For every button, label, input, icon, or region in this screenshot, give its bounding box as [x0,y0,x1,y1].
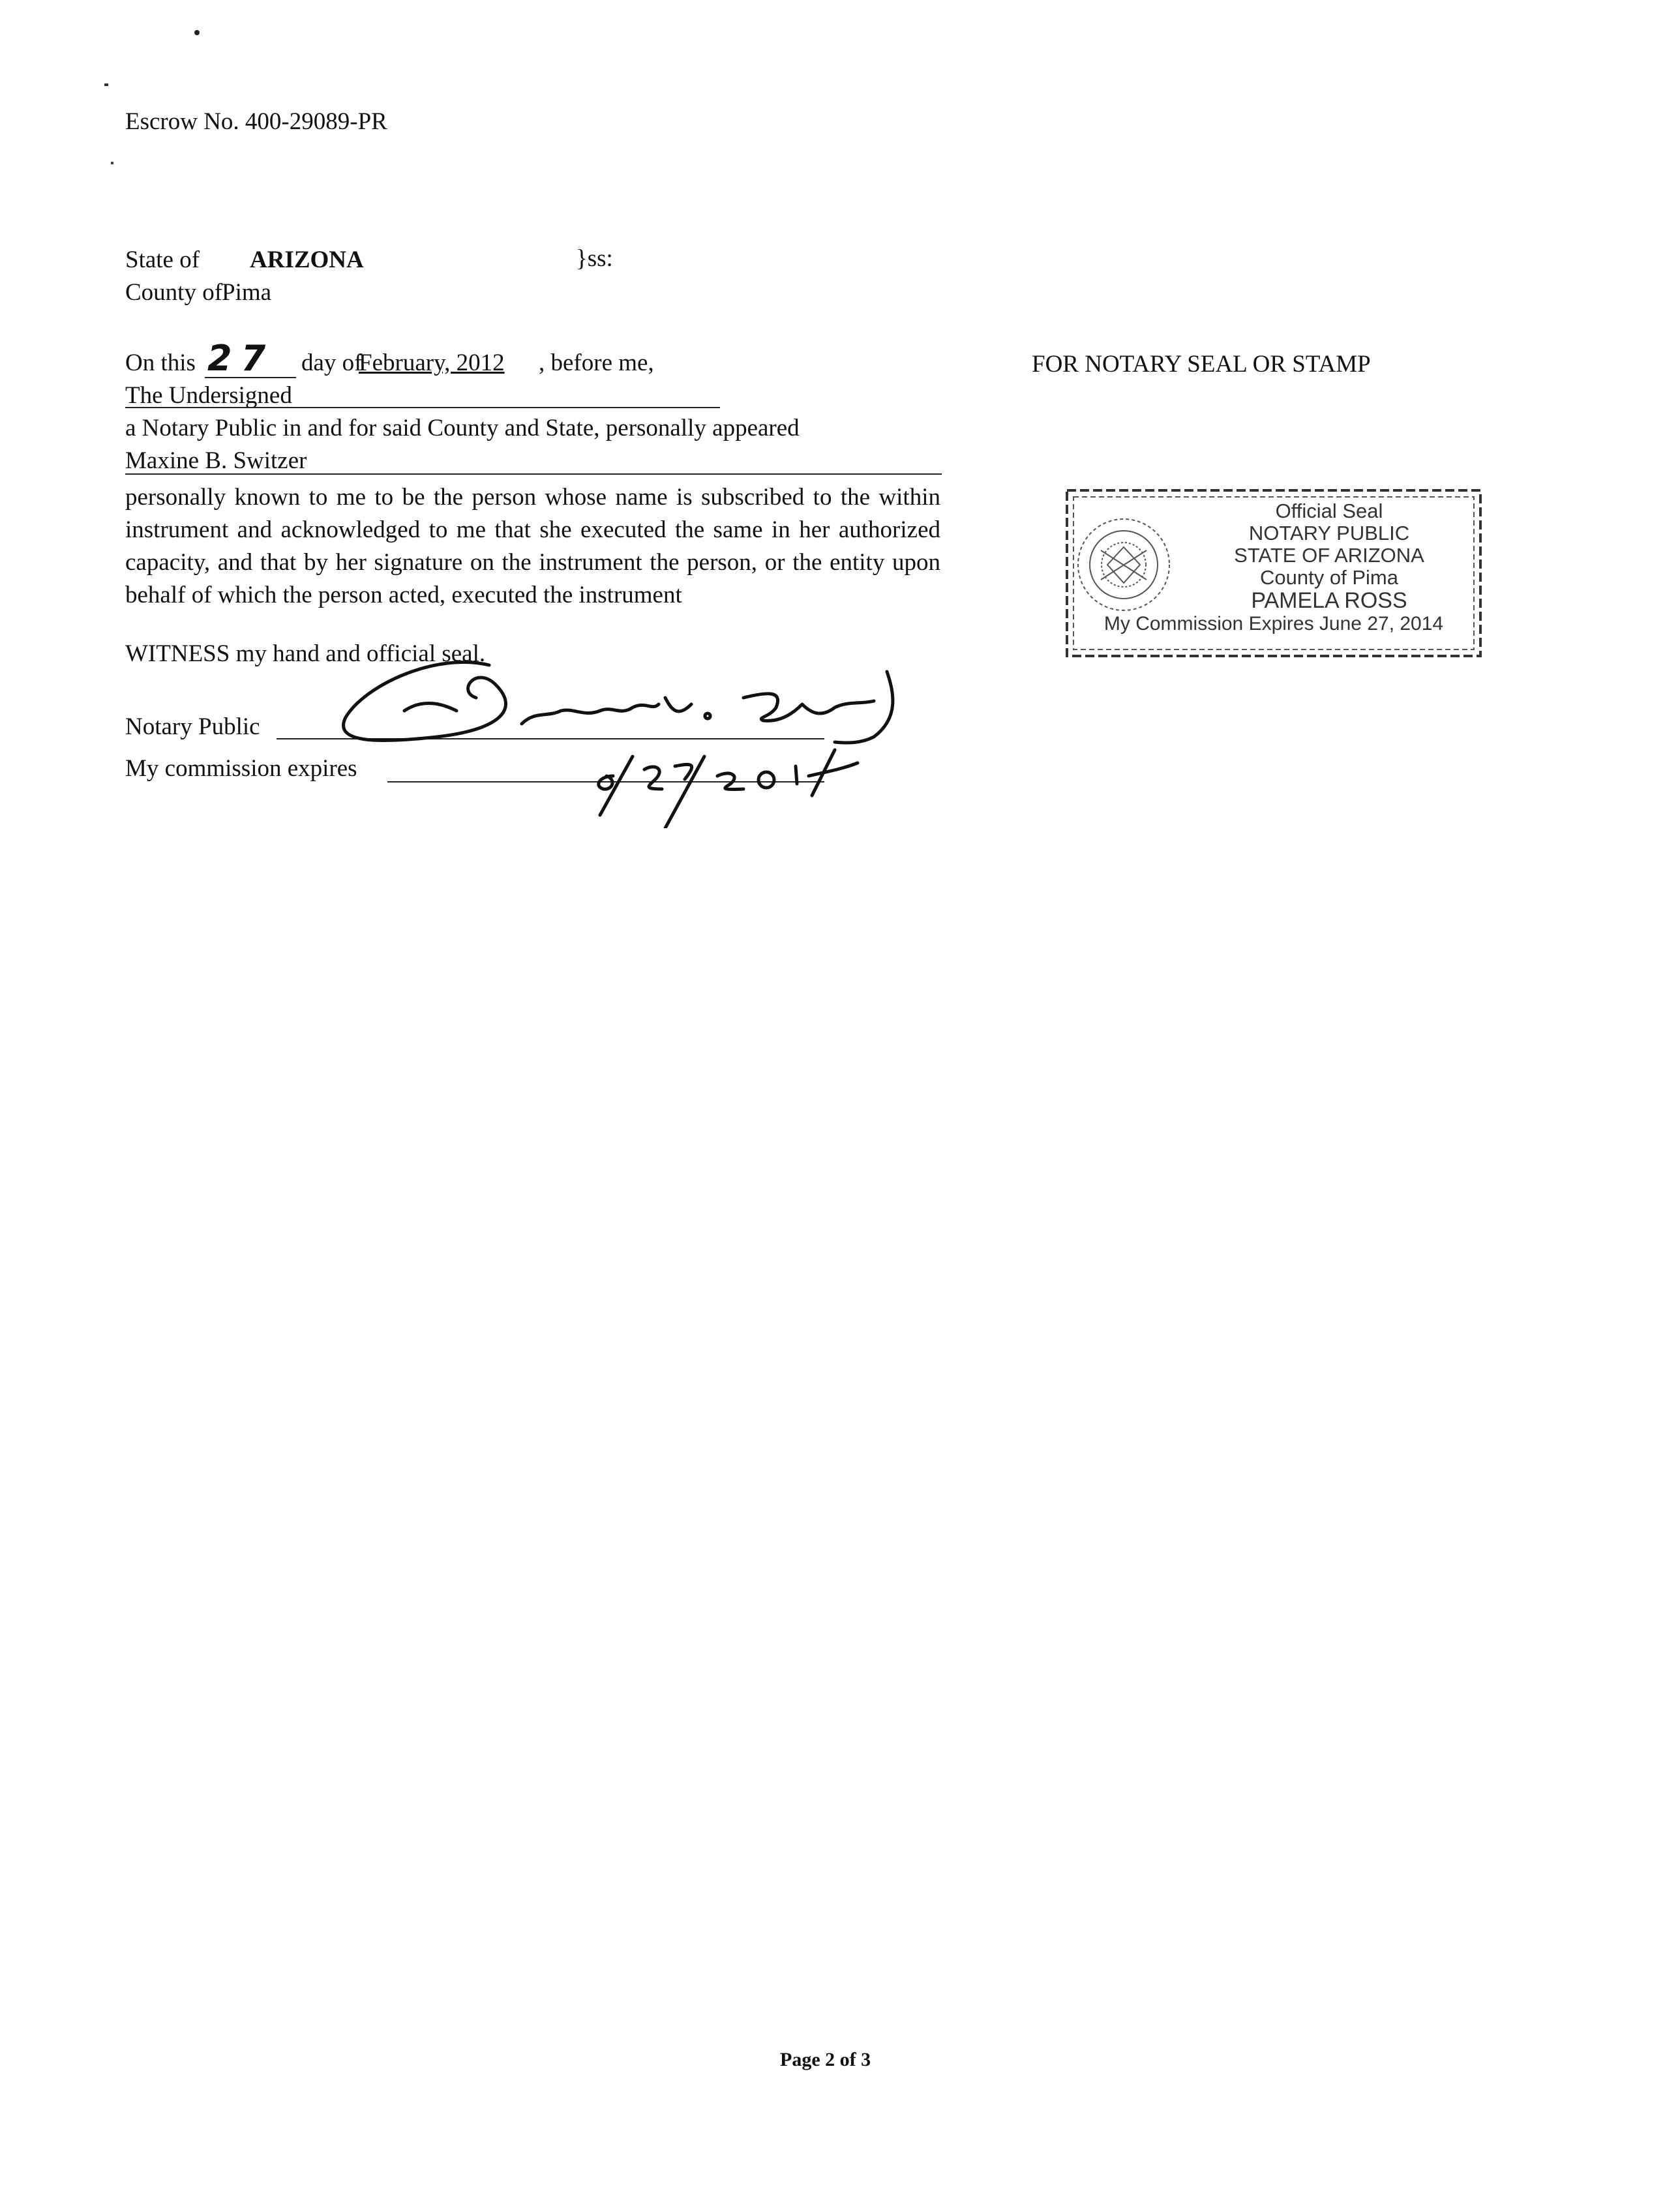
notary-statement: a Notary Public in and for said County and State, personally appeared [125,415,800,441]
acknowledgment-body: personally known to me to be the person whose name is subscribed to the within instrument and acknowledged to me that she executed the same in her authorized capacity, and that by her signature on the instrument the person, or the entity upon behalf of which the person acted, executed the instrument [125,484,940,608]
witness-statement: WITNESS my hand and official seal. [125,640,486,667]
seal-area-label: FOR NOTARY SEAL OR STAMP [1032,351,1371,378]
undersigned-line [125,407,720,408]
stamp-line-notary-public: NOTARY PUBLIC [1248,522,1410,544]
notary-public-label: Notary Public [125,713,260,740]
appeared-name: Maxine B. Switzer [125,447,307,474]
notary-stamp [1062,485,1486,661]
county-value: Pima [222,279,272,306]
stamp-line-expiration: My Commission Expires June 27, 2014 [1103,613,1444,634]
state-label: State of [125,246,200,273]
page-number: Page 2 of 3 [780,2049,871,2070]
stamp-line-official-seal: Official Seal [1275,499,1383,522]
stamp-line-notary-name: PAMELA ROSS [1251,588,1407,613]
undersigned: The Undersigned [125,382,292,409]
day-handwritten: 27 [207,338,275,379]
state-value: ARIZONA [250,246,364,273]
notary-signature [326,646,913,828]
stamp-line-state: STATE OF ARIZONA [1234,544,1424,567]
on-this-label: On this [125,350,196,376]
county-label: County of [125,279,223,306]
commission-expires-label: My commission expires [125,755,357,782]
date-value: February, 2012 [359,350,505,376]
scan-speck [111,162,113,164]
escrow-number: Escrow No. 400-29089-PR [125,108,387,135]
day-of-label: day of [301,350,363,376]
scan-speck [104,83,108,86]
ss-bracket: }ss: [576,245,613,272]
stamp-line-county: County of Pima [1260,566,1398,589]
scan-speck [194,30,200,35]
appeared-name-line [125,473,942,475]
before-me: , before me, [539,350,654,376]
